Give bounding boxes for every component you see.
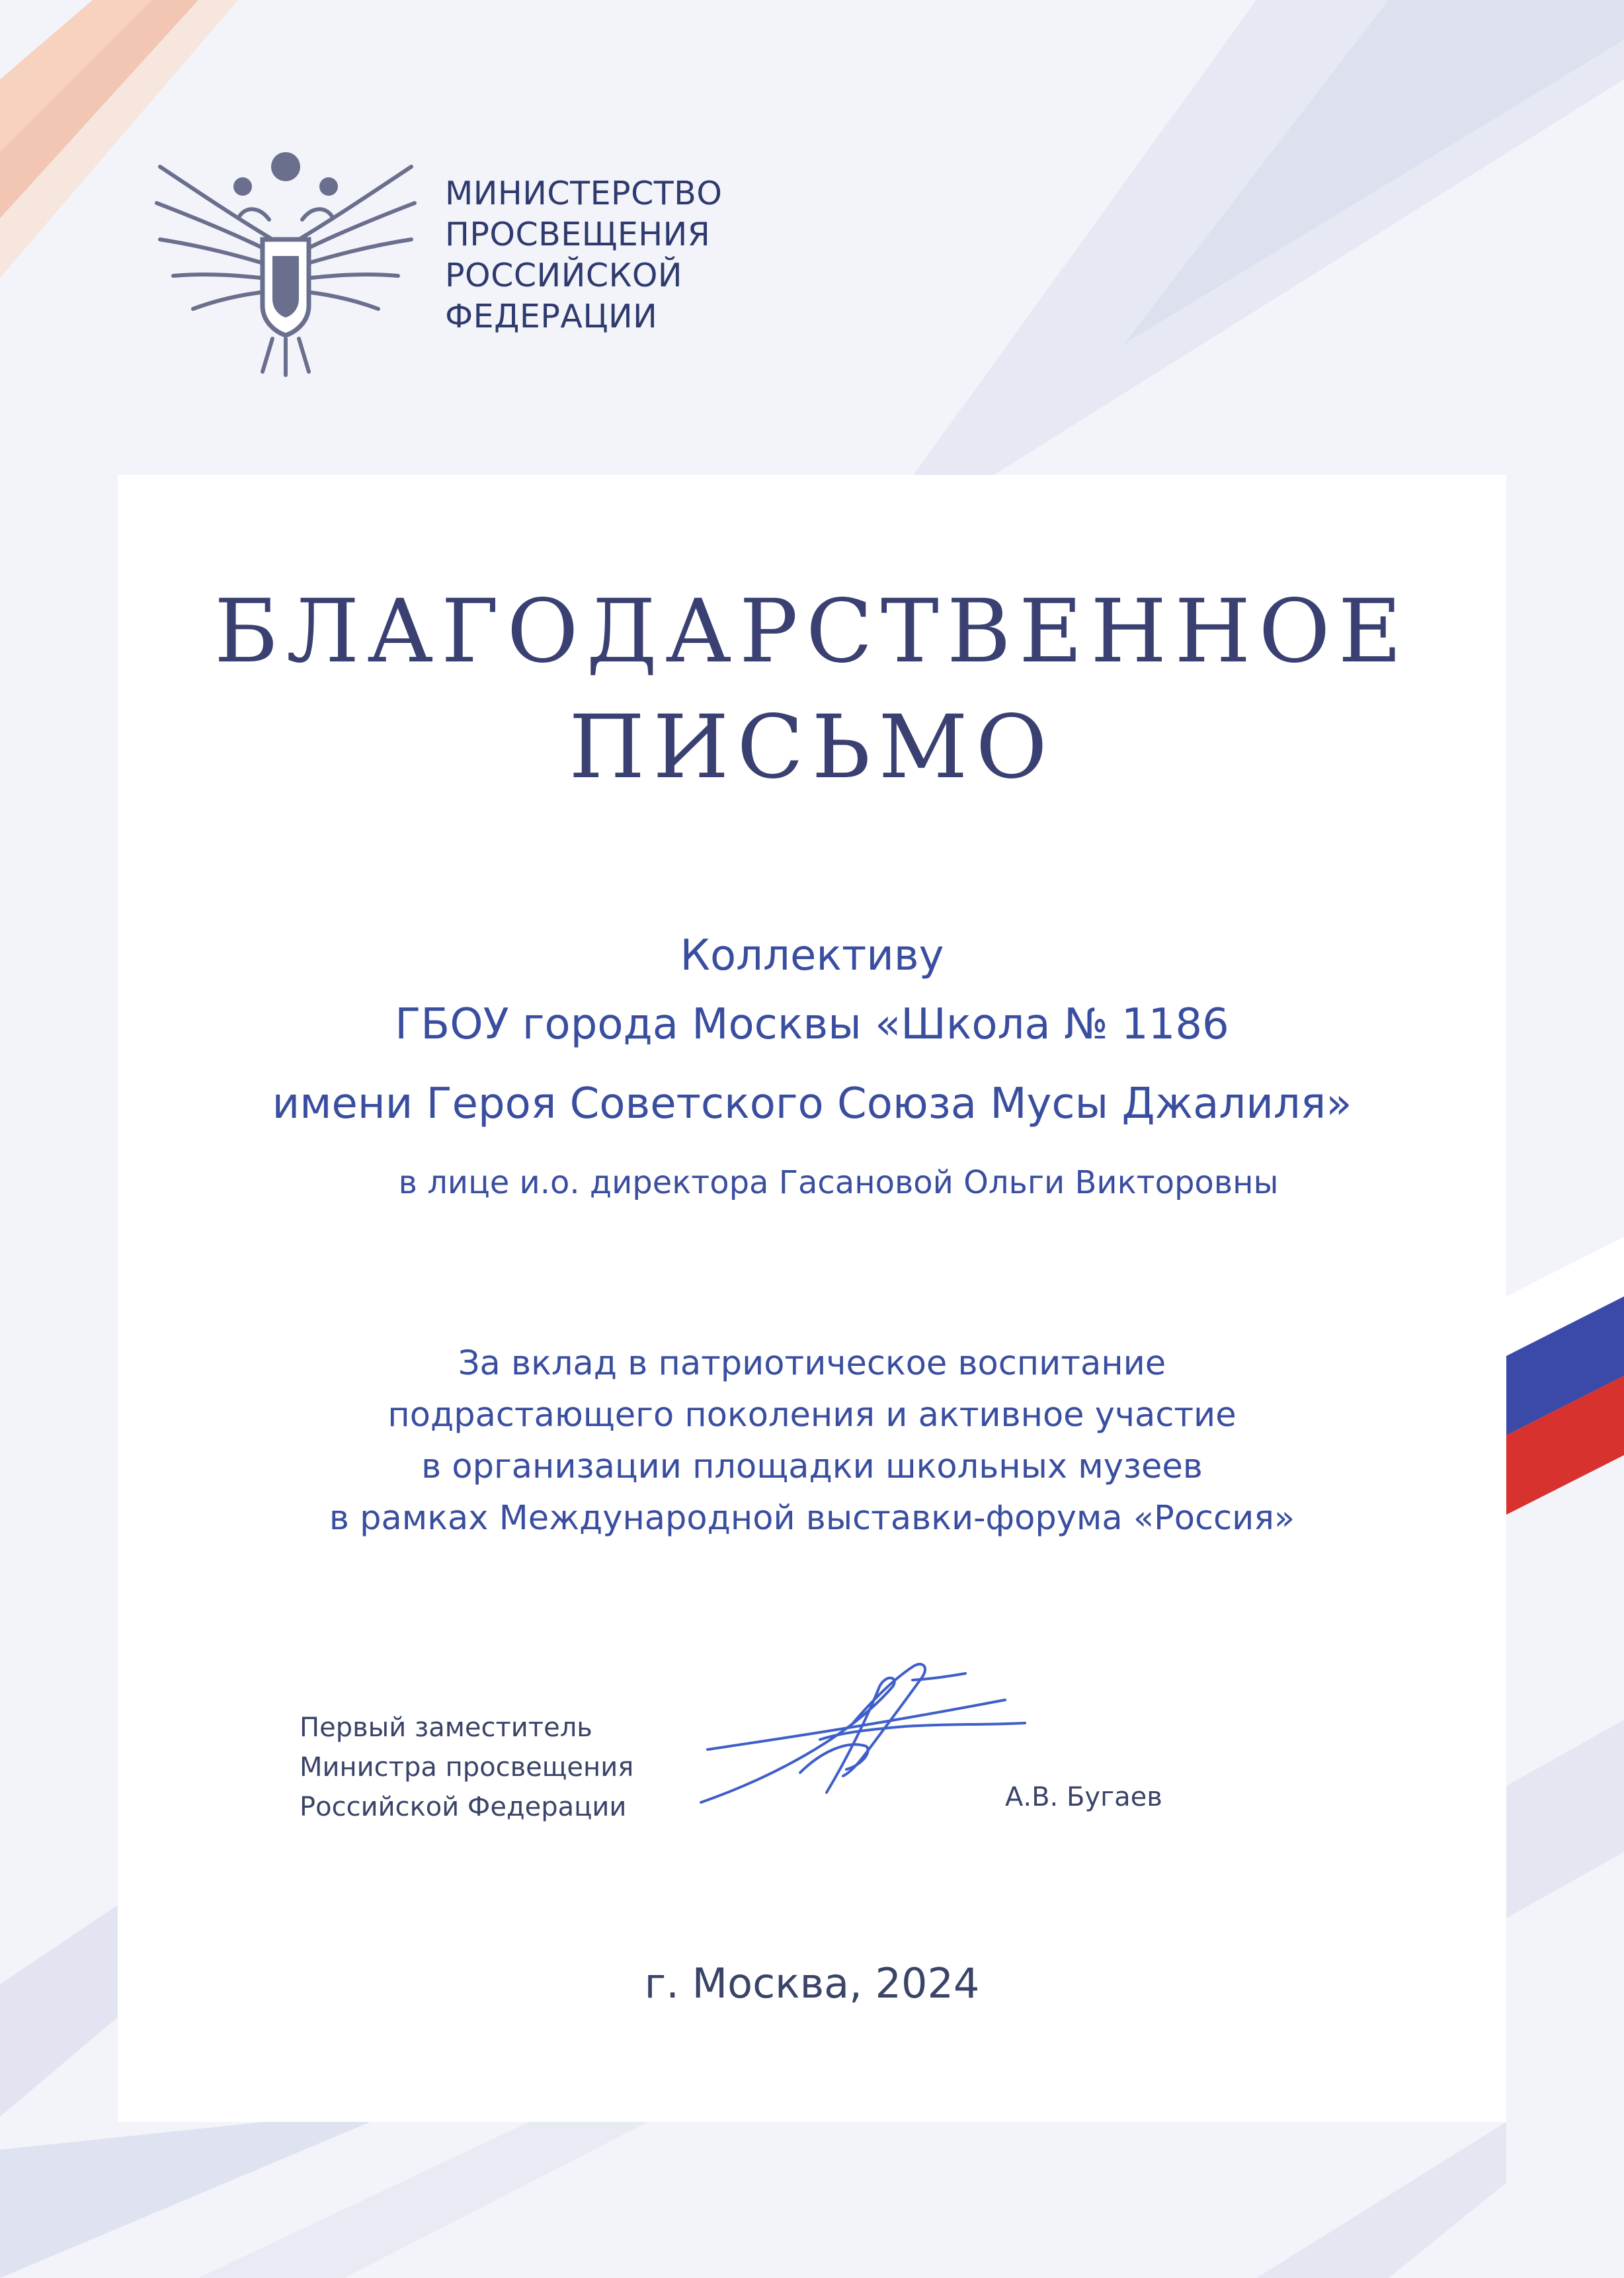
city-year: г. Москва, 2024 bbox=[644, 1959, 980, 2007]
signatory-position bbox=[300, 1708, 633, 1827]
merit-line: в рамках Международной выставки-форума «Россия» bbox=[329, 1499, 1295, 1538]
recipient-line: имени Героя Советского Союза Мусы Джалиля» bbox=[272, 1079, 1352, 1128]
signatory-name: А.В. Бугаев bbox=[1005, 1782, 1162, 1812]
signatory-position-line: Министра просвещения bbox=[300, 1752, 634, 1783]
ministry-name-line: ФЕДЕРАЦИИ bbox=[445, 298, 658, 335]
ministry-name-line: МИНИСТЕРСТВО bbox=[445, 175, 723, 212]
document-title-line2: ПИСЬМО bbox=[569, 696, 1055, 798]
representative-line: в лице и.о. директора Гасановой Ольги Викторовны bbox=[398, 1164, 1279, 1201]
document-title-line1: БЛАГОДАРСТВЕННОЕ bbox=[214, 581, 1410, 683]
ministry-name bbox=[445, 173, 722, 337]
merit-line: За вклад в патриотическое воспитание bbox=[458, 1344, 1166, 1383]
handwritten-signature bbox=[694, 1660, 1038, 1812]
merit-line: подрастающего поколения и активное участие bbox=[387, 1396, 1237, 1435]
signatory-position-line: Российской Федерации bbox=[300, 1792, 627, 1822]
recipient-line: ГБОУ города Москвы «Школа № 1186 bbox=[395, 1000, 1229, 1049]
recipient-line: Коллективу bbox=[680, 931, 944, 980]
ministry-name-line: РОССИЙСКОЙ bbox=[445, 257, 683, 294]
merit-line: в организации площадки школьных музеев bbox=[421, 1447, 1203, 1486]
double-headed-eagle-emblem-icon bbox=[147, 140, 425, 378]
ministry-name-line: ПРОСВЕЩЕНИЯ bbox=[445, 216, 711, 253]
signatory-position-line: Первый заместитель bbox=[300, 1712, 592, 1743]
